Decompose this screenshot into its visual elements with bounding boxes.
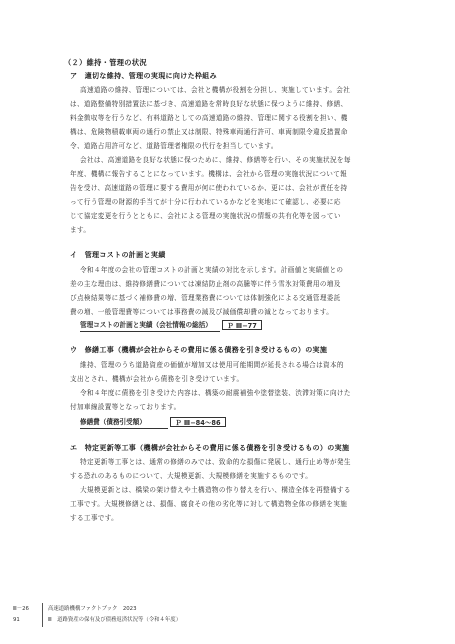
page-reference-box: Ｐ Ⅲ−84〜86 [170, 417, 226, 427]
paragraph-line: 差の主な理由は、維持修繕費については凍結防止剤の高騰等に伴う雪氷対策費用の増及 [70, 280, 341, 288]
footer-book-title: 高速道路機構ファクトブック 2023 [48, 606, 137, 612]
paragraph-line: は、道路整備特別措置法に基づき、高速道路を常時良好な状態に保つように維持、修繕、 [70, 100, 348, 108]
paragraph-line: 料金徴収等を行うなど、有料道路としての高速道路の維持、管理に関する役割を担い、機 [70, 114, 348, 122]
paragraph-line: する恐れのあるものについて、大規模更新、大規模修繕を実施するものです。 [70, 472, 313, 480]
section-heading: （２）維持・管理の状況 [64, 58, 147, 67]
subsection-i-heading: イ 管理コストの計画と実績 [70, 251, 166, 259]
paragraph-line: 令、道路占用許可など、道路管理者権限の代行を担当しています。 [70, 142, 278, 150]
footer-chapter-title: Ⅲ 道路資産の保有及び債務返済状況等（令和４年度） [48, 617, 182, 623]
paragraph-line: 令和４年度の会社の管理コストの計画と実績の対比を示します。計画値と実績値との [80, 266, 344, 274]
paragraph-line: 付加車線設置等となっております。 [70, 403, 181, 411]
paragraph-line: 工事です。大規模修繕とは、損傷、腐食その他の劣化等に対して構造物全体の修繕を実施 [70, 500, 348, 508]
paragraph-line: する工事です。 [70, 514, 119, 522]
subsection-e-heading: エ 特定更新等工事（機構が会社からその費用に係る債務を引き受けるもの）の実施 [70, 444, 350, 452]
paragraph-line: ます。 [70, 226, 91, 234]
paragraph-line: 費の増、一般管理費等については事務費の減及び減価償却費の減となっております。 [70, 308, 334, 316]
page-reference-box: Ｐ Ⅲ−77 [222, 320, 262, 330]
paragraph-line: 大規模更新とは、橋梁の架け替えや土構造物の作り替えを行い、構造全体を再整備する [80, 486, 351, 494]
reference-label: 管理コストの計画と実績（会社情報の総括） [80, 321, 212, 329]
reference-label: 修繕費（債務引受額） [80, 418, 146, 426]
paragraph-line: って行う管理の財源的手当てが十分に行われているかなどを実地にて確認し、必要に応 [70, 198, 341, 206]
paragraph-line: 年度、機構に報告することになっています。機構は、会社から管理の実施状況について報 [70, 170, 348, 178]
subsection-a-heading: ア 適切な維持、管理の実現に向けた枠組み [70, 72, 217, 80]
paragraph-line: び点検結果等に基づく補修費の増、管理業務費については体制強化による交通管理委託 [70, 294, 341, 302]
paragraph-line: 特定更新等工事とは、通常の修繕のみでは、致命的な損傷に発展し、通行止め等が発生 [80, 458, 351, 466]
footer-divider [42, 603, 43, 627]
reference-link-repair-cost[interactable] [80, 418, 240, 428]
paragraph-line: 告を受け、高速道路の管理に要する費用が何に使われているか、更には、会社が責任を持 [70, 184, 348, 192]
reference-link-management-cost[interactable] [80, 321, 260, 331]
paragraph-line: 高速道路の維持、管理については、会社と機構が役割を分担し、実施しています。会社 [80, 86, 351, 94]
paragraph-line: 構は、危険物積載車両の通行の禁止又は制限、特殊車両通行許可、車両制限令違反措置命 [70, 128, 348, 136]
paragraph-line: 会社は、高速道路を良好な状態に保つために、維持、修繕等を行い、その実施状況を毎 [80, 156, 351, 164]
paragraph-line: じて協定変更を行うとともに、会社による管理の実施状況の情報の共有化等を図ってい [70, 212, 341, 220]
paragraph-line: 令和４年度に債務を引き受けた内容は、構築の耐震補強や塗替塗装、渋滞対策に向けた [80, 389, 351, 397]
paragraph-line: 支出とされ、機構が会社から債務を引き受けています。 [70, 375, 244, 383]
subsection-u-heading: ウ 修繕工事（機構が会社からその費用に係る債務を引き受けるもの）の実施 [70, 346, 328, 354]
footer-section-page: Ⅲ－26 [13, 606, 29, 612]
reference-underline [80, 428, 168, 429]
footer-page-number: 91 [13, 617, 20, 623]
reference-underline [80, 331, 220, 332]
paragraph-line: 維持、管理のうち道路資産の価値が増加又は使用可能期間が延長される場合は資本的 [80, 361, 344, 369]
